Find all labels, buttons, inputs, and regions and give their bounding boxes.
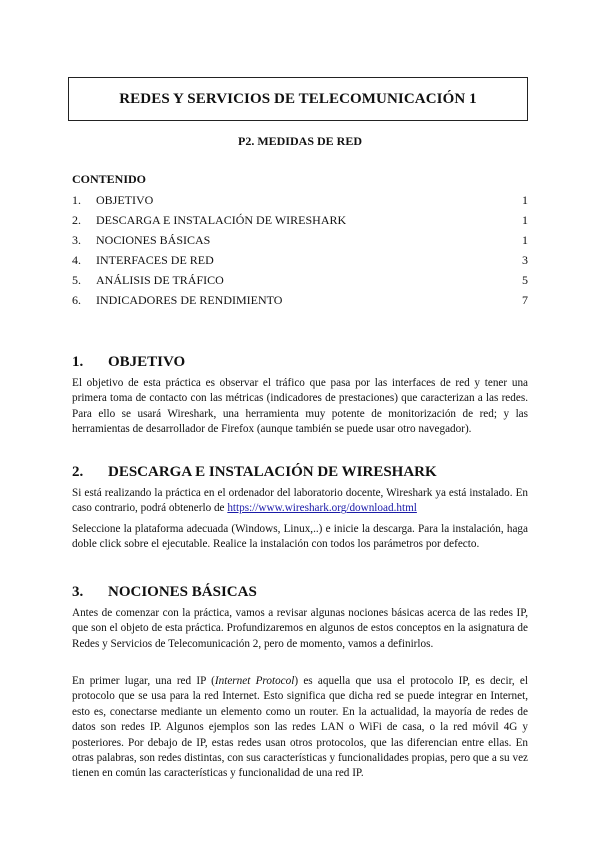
toc-item-page: 1: [522, 233, 528, 247]
toc-item[interactable]: [72, 270, 528, 290]
toc-item-page: 7: [522, 293, 528, 307]
nociones-paragraph-2: [72, 674, 528, 782]
toc-item[interactable]: [72, 290, 528, 310]
nociones-text-b: ) es aquella que usa el protocolo IP, es decir, el protocolo que se usa para la red Internet. Esto significa que dicha red se puede integrar en Internet, esto es, conectarse mediante un elemento como un router. En la actualidad, la mayoría de redes de datos son redes IP. Algunos ejemplos son las redes LAN o WiFi de casa, o la red móvil 4G y posteriores. Por debajo de IP, estas redes usan otros protocolos, que las diferencian entre ellas. En otras palabras, son redes distintas, con sus características y funcionalidades propias, pero que a su vez tienen en común las características y funcionalidad de una red IP.: [72, 675, 528, 780]
toc-item-label: OBJETIVO: [96, 193, 154, 207]
toc-item-number: 3.: [72, 233, 81, 247]
toc-item-label: ANÁLISIS DE TRÁFICO: [96, 273, 224, 287]
toc-item-label: INDICADORES DE RENDIMIENTO: [96, 293, 283, 307]
nociones-paragraph-1: Antes de comenzar con la práctica, vamos a revisar algunas nociones básicas acerca de las redes IP, que son el objeto de esta práctica. Profundizaremos en algunos de estos conceptos en la asignatura de Redes y Servicios de Telecomunicación 2, pero de momento, vamos a definirlos.: [72, 607, 528, 650]
descarga-paragraph-1: [72, 486, 528, 517]
toc-item-page: 3: [522, 253, 528, 267]
toc-item-number: 1.: [72, 193, 81, 207]
section-title: DESCARGA E INSTALACIÓN DE WIRESHARK: [108, 464, 437, 480]
table-of-contents: [72, 190, 528, 310]
toc-item-page: 1: [522, 193, 528, 207]
section-heading-descarga: [72, 464, 437, 481]
document-title: REDES Y SERVICIOS DE TELECOMUNICACIÓN 1: [119, 90, 477, 107]
internet-protocol-term: Internet Protocol: [214, 675, 295, 687]
toc-item-label: INTERFACES DE RED: [96, 253, 214, 267]
toc-item-number: 6.: [72, 293, 81, 307]
contents-heading: CONTENIDO: [72, 172, 147, 186]
toc-item[interactable]: [72, 230, 528, 250]
section-title: OBJETIVO: [108, 354, 186, 370]
wireshark-download-link[interactable]: https://www.wireshark.org/download.html: [227, 502, 417, 515]
nociones-text-a: En primer lugar, una red IP (: [72, 675, 215, 687]
descarga-text: Si está realizando la práctica en el ordenador del laboratorio docente, Wireshark ya está instalado. En caso contrario, podrá obtenerlo de: [72, 487, 528, 515]
toc-item-label: DESCARGA E INSTALACIÓN DE WIRESHARK: [96, 213, 347, 227]
toc-item[interactable]: [72, 210, 528, 230]
toc-item-page: 1: [522, 213, 528, 227]
practice-subtitle: P2. MEDIDAS DE RED: [237, 134, 362, 148]
objetivo-paragraph: El objetivo de esta práctica es observar el tráfico que pasa por las interfaces de red y tener una primera toma de contacto con las métricas (indicadores de prestaciones) que caracterizan a las redes. Para ello se usará Wireshark, una herramienta muy potente de monitorización de red; y las herramientas de desarrollador de Firefox (aunque también se puede usar otro navegador).: [72, 377, 528, 436]
toc-item-number: 5.: [72, 273, 81, 287]
section-number: 1.: [72, 354, 84, 370]
section-title: NOCIONES BÁSICAS: [108, 584, 257, 600]
toc-item[interactable]: [72, 250, 528, 270]
toc-item-page: 5: [522, 273, 528, 287]
section-number: 2.: [72, 464, 84, 480]
toc-item-number: 2.: [72, 213, 81, 227]
section-number: 3.: [72, 584, 84, 600]
toc-item-number: 4.: [72, 253, 81, 267]
toc-item[interactable]: [72, 190, 528, 210]
section-heading-objetivo: [72, 354, 185, 371]
descarga-paragraph-2: Seleccione la plataforma adecuada (Windows, Linux,..) e inicie la descarga. Para la instalación, haga doble click sobre el ejecutable. Realice la instalación con todos los parámetros por defecto.: [72, 523, 528, 551]
toc-item-label: NOCIONES BÁSICAS: [96, 233, 211, 247]
document-title-box: [68, 77, 528, 121]
section-heading-nociones: [72, 584, 257, 601]
